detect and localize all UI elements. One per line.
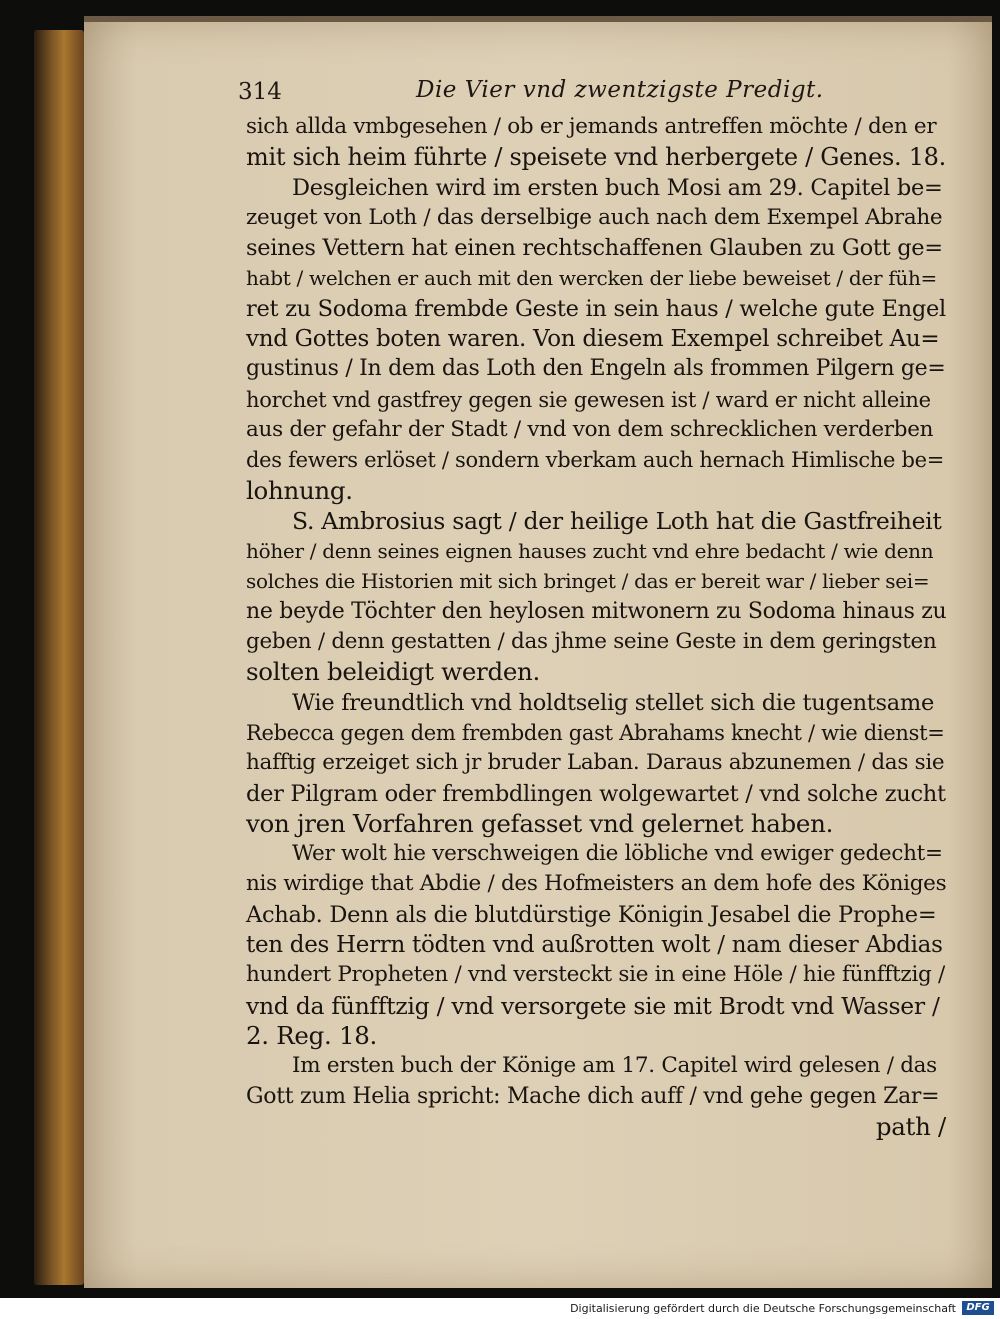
text-line: hundert Propheten / vnd versteckt sie in eine Höle / hie fünfftzig / (246, 962, 945, 988)
body-text (246, 112, 946, 1142)
text-line: geben / denn gestatten / das jhme seine Geste in dem geringsten (246, 629, 937, 655)
funding-credit: Digitalisierung gefördert durch die Deutsche Forschungsgemeinschaft (570, 1302, 956, 1315)
text-line: der Pilgram oder frembdlingen wolgewartet / vnd solche zucht (246, 780, 946, 807)
page-header (238, 73, 938, 113)
book-spine (34, 30, 84, 1285)
text-line: von jren Vorfahren gefasset vnd gelernet haben. (246, 808, 834, 838)
text-line: seines Vettern hat einen rechtschaffenen Glauben zu Gott ge= (246, 235, 943, 262)
text-line: Wer wolt hie verschweigen die löbliche vnd ewiger gedecht= (292, 841, 943, 867)
text-line: vnd da fünfftzig / vnd versorgete sie mit Brodt vnd Wasser / (246, 991, 940, 1020)
text-line: mit sich heim führte / speisete vnd herbergete / Genes. 18. (246, 143, 946, 172)
text-line: aus der gefahr der Stadt / vnd von dem schrecklichen verderben (246, 416, 934, 442)
text-line: solten beleidigt werden. (246, 657, 540, 687)
text-line: des fewers erlöset / sondern vberkam auch hernach Himlische be= (246, 448, 945, 473)
text-line: hafftig erzeiget sich jr bruder Laban. Daraus abzunemen / das sie (246, 750, 945, 776)
text-line: gustinus / In dem das Loth den Engeln als frommen Pilgern ge= (246, 356, 946, 382)
text-line: Desgleichen wird im ersten buch Mosi am 29. Capitel be= (292, 174, 943, 201)
text-line: höher / denn seines eignen hauses zucht vnd ehre bedacht / wie denn (246, 539, 934, 564)
text-line: Rebecca gegen dem frembden gast Abrahams knecht / wie dienst= (246, 720, 945, 745)
footer-bar (0, 1298, 1000, 1319)
text-line: ne beyde Töchter den heylosen mitwonern zu Sodoma hinaus zu (246, 598, 947, 624)
text-line: zeuget von Loth / das derselbige auch nach dem Exempel Abrahe (246, 204, 943, 230)
text-line: sich allda vmbgesehen / ob er jemands antreffen möchte / den er (246, 114, 937, 139)
text-line: S. Ambrosius sagt / der heilige Loth hat die Gastfreiheit (292, 506, 942, 535)
text-line: ten des Herrn tödten vnd außrotten wolt / nam dieser Abdias (246, 932, 943, 959)
page-number: 314 (238, 79, 282, 105)
text-line-catchword: path / (875, 1111, 946, 1141)
text-line: solches die Historien mit sich bringet / das er bereit war / lieber sei= (246, 569, 930, 594)
text-line: nis wirdige that Abdie / des Hofmeisters an dem hofe des Königes (246, 871, 947, 897)
text-line: horchet vnd gastfrey gegen sie gewesen ist / ward er nicht alleine (246, 387, 931, 412)
text-line: Achab. Denn als die blutdürstige Königin Jesabel die Prophe= (246, 901, 937, 928)
text-line: lohnung. (246, 475, 353, 505)
text-line: ret zu Sodoma frembde Geste in sein haus / welche gute Engel (246, 295, 946, 322)
text-line: Wie freundtlich vnd holdtselig stellet sich die tugentsame (292, 689, 934, 716)
running-head: Die Vier vnd zwentzigste Predigt. (416, 77, 824, 103)
text-line: vnd Gottes boten waren. Von diesem Exempel schreibet Au= (246, 326, 940, 353)
text-line: Im ersten buch der Könige am 17. Capitel wird gelesen / das (292, 1053, 937, 1079)
dfg-logo: DFG (962, 1301, 994, 1315)
text-line: Gott zum Helia spricht: Mache dich auff / vnd gehe gegen Zar= (246, 1083, 940, 1109)
text-line: habt / welchen er auch mit den wercken der liebe beweiset / der füh= (246, 266, 937, 291)
text-line: 2. Reg. 18. (246, 1020, 378, 1050)
